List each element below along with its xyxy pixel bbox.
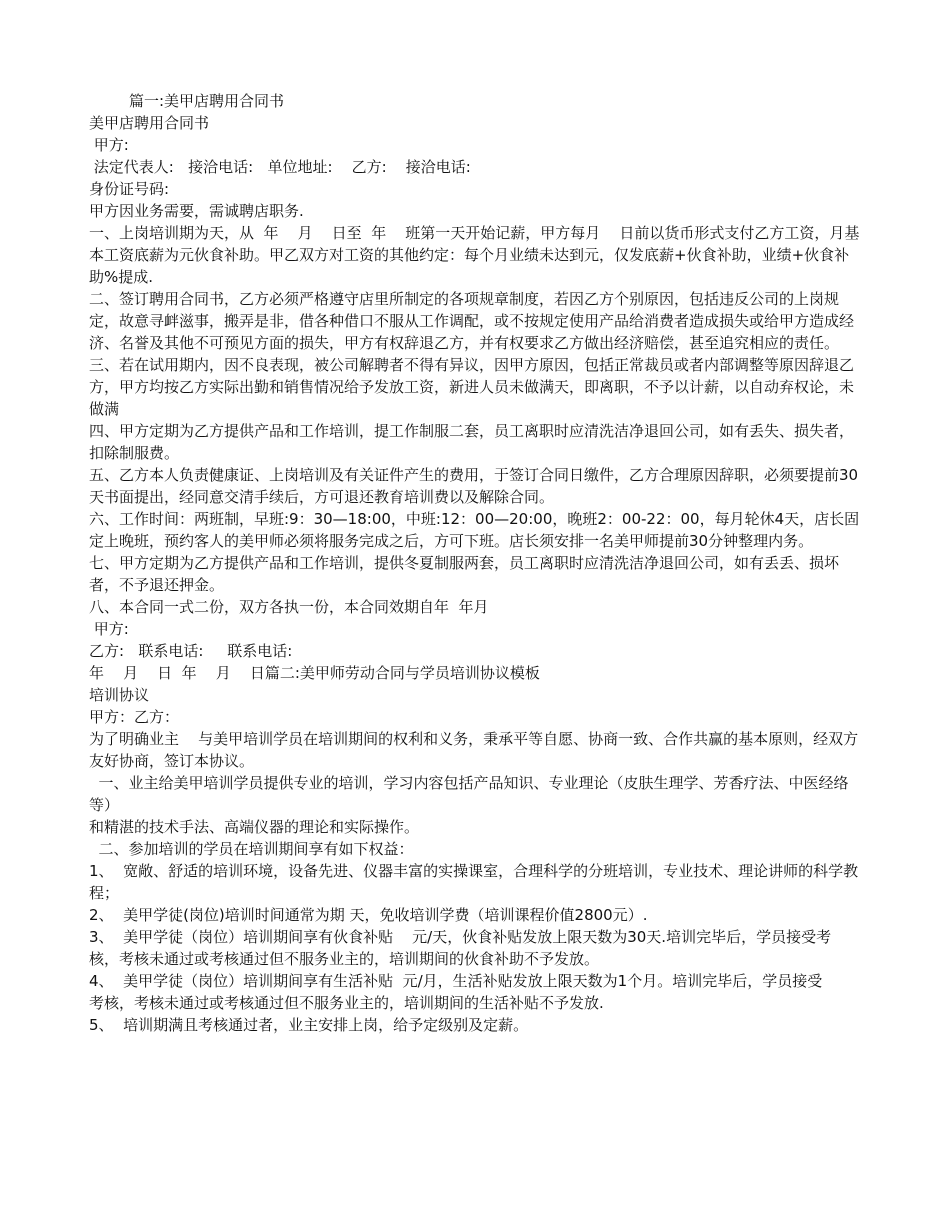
training-intro-paragraph: 为了明确业主 与美甲培训学员在培训期间的权利和义务，秉承平等自愿、协商一致、合作共赢的基本原则，经双方友好协商，签订本协议。 (89, 730, 859, 770)
clause-6: 六、工作时间：两班制，早班:9：30—18:00，中班:12：00—20:00，晚班2：00-22：00，每月轮休4天，店长固定上晚班，预约客人的美甲师必须将服务完成之后，方可下班。店长须安排一名美甲师提前30分钟整理内务。 (89, 510, 860, 550)
date-and-part-two-heading: 年 月 日 年 月 日篇二:美甲师劳动合同与学员培训协议模板 (89, 664, 540, 682)
party-info-line: 法定代表人: 接洽电话: 单位地址: 乙方: 接洽电话: (89, 158, 471, 176)
training-clause-2: 二、参加培训的学员在培训期间享有如下权益： (89, 840, 414, 858)
benefit-item-4-continued: 考核，考核未通过或考核通过但不服务业主的，培训期间的生活补贴不予发放. (89, 994, 604, 1012)
intro-paragraph: 甲方因业务需要，需诚聘店职务. (89, 202, 304, 220)
clause-8: 八、本合同一式二份，双方各执一份，本合同效期自年 年月 (89, 598, 489, 616)
training-agreement-title: 培训协议 (89, 686, 150, 704)
benefit-item-3: 3、 美甲学徒（岗位）培训期间享有伙食补贴 元/天，伙食补贴发放上限天数为30天.培训完毕后，学员接受考 (89, 928, 832, 946)
clause-1: 一、上岗培训期为天，从 年 月 日至 年 班第一天开始记薪，甲方每月 日前以货币形式支付乙方工资，月基本工资底薪为元伙食补助。甲乙双方对工资的其他约定：每个月业绩未达到元，仅发底薪+伙食补助，业绩+伙食补助%提成. (89, 224, 860, 286)
contract-title: 美甲店聘用合同书 (89, 114, 210, 132)
clause-7: 七、甲方定期为乙方提供产品和工作培训，提供冬夏制服两套，员工离职时应清洗洁净退回公司，如有丢丢、损坏者，不予退还押金。 (89, 554, 840, 594)
id-number-line: 身份证号码: (89, 180, 170, 198)
clause-3: 三、若在试用期内，因不良表现，被公司解聘者不得有异议，因甲方原因，包括正常裁员或者内部调整等原因辞退乙方，甲方均按乙方实际出勤和销售情况给予发放工资，新进人员未做满天，即离职，不予以计薪，以自动弃权论，未做满 (89, 356, 855, 418)
training-clause-1: 一、业主给美甲培训学员提供专业的培训，学习内容包括产品知识、专业理论（皮肤生理学、芳香疗法、中医经络等） (89, 774, 849, 814)
clause-4: 四、甲方定期为乙方提供产品和工作培训，提工作制服二套，员工离职时应清洗洁净退回公司，如有丢失、损失者，扣除制服费。 (89, 422, 855, 462)
document-body (89, 90, 861, 1036)
benefit-item-4: 4、 美甲学徒（岗位）培训期间享有生活补贴 元/月，生活补贴发放上限天数为1个月。培训完毕后，学员接受 (89, 972, 823, 990)
section-heading-part-one: 篇一:美甲店聘用合同书 (129, 92, 285, 110)
clause-2: 二、签订聘用合同书，乙方必须严格遵守店里所制定的各项规章制度，若因乙方个别原因，包括违反公司的上岗规定，故意寻衅滋事，搬弄是非，借各种借口不服从工作调配，或不按规定使用产品给消费者造成损失或给甲方造成经济、名誉及其他不可预见方面的损失，甲方有权辞退乙方，并有权要求乙方做出经济赔偿，甚至追究相应的责任。 (89, 290, 855, 352)
benefit-item-3-continued: 核，考核未通过或考核通过但不服务业主的，培训期间的伙食补助不予发放。 (89, 950, 600, 968)
benefit-item-1: 1、 宽敞、舒适的培训环境，设备先进、仪器丰富的实操课室，合理科学的分班培训，专业技术、理论讲师的科学教程； (89, 862, 859, 902)
training-parties-line: 甲方：乙方： (89, 708, 180, 726)
benefit-item-2: 2、 美甲学徒(岗位)培训时间通常为期 天，免收培训学费（培训课程价值2800元）. (89, 906, 648, 924)
training-clause-1-continued: 和精湛的技术手法、高端仪器的理论和实际操作。 (89, 818, 420, 836)
party-a-line: 甲方: (89, 136, 129, 154)
signature-party-a: 甲方: (89, 620, 129, 638)
clause-5: 五、乙方本人负责健康证、上岗培训及有关证件产生的费用，于签订合同日缴件，乙方合理原因辞职，必须要提前30天书面提出，经同意交清手续后，方可退还教育培训费以及解除合同。 (89, 466, 859, 506)
signature-party-b: 乙方: 联系电话: 联系电话: (89, 642, 293, 660)
benefit-item-5: 5、 培训期满且考核通过者，业主安排上岗，给予定级别及定薪。 (89, 1016, 529, 1034)
